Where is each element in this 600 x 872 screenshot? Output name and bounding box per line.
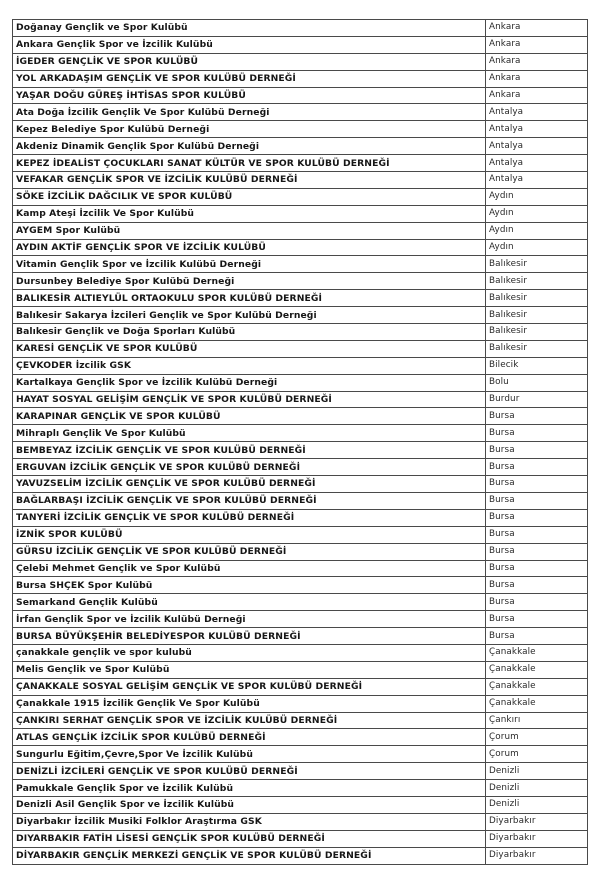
city-cell: Ankara (486, 20, 588, 37)
table-row (13, 577, 588, 594)
table-row (13, 644, 588, 661)
table-row (13, 611, 588, 628)
club-name-cell: DIYARBAKIR FATİH LİSESİ GENÇLİK SPOR KULÜBÜ DERNEĞİ (13, 830, 486, 847)
table-row (13, 830, 588, 847)
table-row (13, 813, 588, 830)
city-cell: Balıkesir (486, 307, 588, 324)
city-cell: Aydın (486, 188, 588, 205)
city-cell: Çorum (486, 746, 588, 763)
table-row (13, 560, 588, 577)
club-name-cell: Mihraplı Gençlik Ve Spor Kulübü (13, 425, 486, 442)
table-row (13, 340, 588, 357)
city-cell: Çanakkale (486, 644, 588, 661)
table-row (13, 188, 588, 205)
city-cell: Bolu (486, 374, 588, 391)
table-row (13, 796, 588, 813)
table-row (13, 628, 588, 645)
city-cell: Bursa (486, 611, 588, 628)
club-name-cell: ÇEVKODER İzcilik GSK (13, 357, 486, 374)
city-cell: Çanakkale (486, 695, 588, 712)
table-row (13, 763, 588, 780)
table-row (13, 36, 588, 53)
table-row (13, 138, 588, 155)
table-row (13, 374, 588, 391)
table-row (13, 222, 588, 239)
club-name-cell: İGEDER GENÇLİK VE SPOR KULÜBÜ (13, 53, 486, 70)
city-cell: Bursa (486, 425, 588, 442)
table-row (13, 509, 588, 526)
club-name-cell: Melis Gençlik ve Spor Kulübü (13, 661, 486, 678)
city-cell: Çanakkale (486, 678, 588, 695)
city-cell: Antalya (486, 104, 588, 121)
city-cell: Bursa (486, 628, 588, 645)
city-cell: Bursa (486, 492, 588, 509)
table-row (13, 678, 588, 695)
city-cell: Antalya (486, 138, 588, 155)
club-name-cell: AYGEM Spor Kulübü (13, 222, 486, 239)
table-row (13, 780, 588, 797)
club-name-cell: Denizli Asil Gençlik Spor ve İzcilik Kulübü (13, 796, 486, 813)
table-row (13, 155, 588, 172)
table-row (13, 121, 588, 138)
club-name-cell: Kepez Belediye Spor Kulübü Derneği (13, 121, 486, 138)
city-cell: Bursa (486, 543, 588, 560)
city-cell: Bursa (486, 577, 588, 594)
club-name-cell: HAYAT SOSYAL GELİŞİM GENÇLİK VE SPOR KULÜBÜ DERNEĞİ (13, 391, 486, 408)
table-row (13, 847, 588, 864)
club-name-cell: Balıkesir Gençlik ve Doğa Sporları Kulübü (13, 324, 486, 341)
table-row (13, 307, 588, 324)
club-name-cell: ÇANAKKALE SOSYAL GELİŞİM GENÇLİK VE SPOR KULÜBÜ DERNEĞİ (13, 678, 486, 695)
table-row (13, 442, 588, 459)
city-cell: Bursa (486, 476, 588, 493)
table-row (13, 104, 588, 121)
city-cell: Bursa (486, 509, 588, 526)
club-name-cell: YAŞAR DOĞU GÜREŞ İHTİSAS SPOR KULÜBÜ (13, 87, 486, 104)
city-cell: Antalya (486, 121, 588, 138)
club-name-cell: Balıkesir Sakarya İzcileri Gençlik ve Spor Kulübü Derneği (13, 307, 486, 324)
table-row (13, 290, 588, 307)
club-list-sheet (12, 19, 587, 865)
club-name-cell: AYDIN AKTİF GENÇLİK SPOR VE İZCİLİK KULÜBÜ (13, 239, 486, 256)
club-name-cell: Kartalkaya Gençlik Spor ve İzcilik Kulübü Derneği (13, 374, 486, 391)
table-row (13, 712, 588, 729)
table-row (13, 408, 588, 425)
club-name-cell: Çelebi Mehmet Gençlik ve Spor Kulübü (13, 560, 486, 577)
table-row (13, 695, 588, 712)
table-row (13, 729, 588, 746)
city-cell: Bursa (486, 594, 588, 611)
club-name-cell: Kamp Ateşi İzcilik Ve Spor Kulübü (13, 205, 486, 222)
city-cell: Denizli (486, 796, 588, 813)
club-name-cell: KEPEZ İDEALİST ÇOCUKLARI SANAT KÜLTÜR VE SPOR KULÜBÜ DERNEĞİ (13, 155, 486, 172)
table-row (13, 661, 588, 678)
club-name-cell: VEFAKAR GENÇLİK SPOR VE İZCİLİK KULÜBÜ DERNEĞİ (13, 172, 486, 189)
city-cell: Antalya (486, 172, 588, 189)
city-cell: Ankara (486, 70, 588, 87)
club-name-cell: TANYERİ İZCİLİK GENÇLİK VE SPOR KULÜBÜ DERNEĞİ (13, 509, 486, 526)
city-cell: Ankara (486, 53, 588, 70)
table-row (13, 239, 588, 256)
club-name-cell: KARESİ GENÇLİK VE SPOR KULÜBÜ (13, 340, 486, 357)
table-row (13, 273, 588, 290)
club-name-cell: BALIKESİR ALTIEYLÜL ORTAOKULU SPOR KULÜBÜ DERNEĞİ (13, 290, 486, 307)
city-cell: Aydın (486, 205, 588, 222)
club-name-cell: Doğanay Gençlik ve Spor Kulübü (13, 20, 486, 37)
club-name-cell: Ankara Gençlik Spor ve İzcilik Kulübü (13, 36, 486, 53)
club-name-cell: Çanakkale 1915 İzcilik Gençlik Ve Spor Kulübü (13, 695, 486, 712)
club-name-cell: Sungurlu Eğitim,Çevre,Spor Ve İzcilik Kulübü (13, 746, 486, 763)
club-name-cell: Dursunbey Belediye Spor Kulübü Derneği (13, 273, 486, 290)
city-cell: Çanakkale (486, 661, 588, 678)
city-cell: Bursa (486, 459, 588, 476)
club-table (12, 19, 588, 865)
club-name-cell: ATLAS GENÇLİK İZCİLİK SPOR KULÜBÜ DERNEĞİ (13, 729, 486, 746)
city-cell: Burdur (486, 391, 588, 408)
table-row (13, 172, 588, 189)
table-row (13, 70, 588, 87)
table-row (13, 594, 588, 611)
club-name-cell: Akdeniz Dinamik Gençlik Spor Kulübü Derneği (13, 138, 486, 155)
city-cell: Bursa (486, 442, 588, 459)
city-cell: Ankara (486, 36, 588, 53)
city-cell: Bursa (486, 560, 588, 577)
city-cell: Çankırı (486, 712, 588, 729)
club-name-cell: DİYARBAKIR GENÇLİK MERKEZİ GENÇLİK VE SPOR KULÜBÜ DERNEĞİ (13, 847, 486, 864)
table-row (13, 357, 588, 374)
city-cell: Bursa (486, 408, 588, 425)
club-name-cell: Ata Doğa İzcilik Gençlik Ve Spor Kulübü Derneği (13, 104, 486, 121)
club-name-cell: YOL ARKADAŞIM GENÇLİK VE SPOR KULÜBÜ DERNEĞİ (13, 70, 486, 87)
club-name-cell: ÇANKIRI SERHAT GENÇLİK SPOR VE İZCİLİK KULÜBÜ DERNEĞİ (13, 712, 486, 729)
club-name-cell: BURSA BÜYÜKŞEHİR BELEDİYESPOR KULÜBÜ DERNEĞİ (13, 628, 486, 645)
city-cell: Diyarbakır (486, 813, 588, 830)
table-row (13, 459, 588, 476)
table-row (13, 492, 588, 509)
city-cell: Bursa (486, 526, 588, 543)
club-name-cell: KARAPINAR GENÇLİK VE SPOR KULÜBÜ (13, 408, 486, 425)
city-cell: Denizli (486, 763, 588, 780)
table-row (13, 425, 588, 442)
club-name-cell: BAĞLARBAŞI İZCİLİK GENÇLİK VE SPOR KULÜBÜ DERNEĞİ (13, 492, 486, 509)
city-cell: Antalya (486, 155, 588, 172)
club-name-cell: Diyarbakır İzcilik Musiki Folklor Araştırma GSK (13, 813, 486, 830)
club-name-cell: çanakkale gençlik ve spor kulubü (13, 644, 486, 661)
city-cell: Balıkesir (486, 273, 588, 290)
city-cell: Aydın (486, 239, 588, 256)
club-name-cell: Bursa SHÇEK Spor Kulübü (13, 577, 486, 594)
club-name-cell: SÖKE İZCİLİK DAĞCILIK VE SPOR KULÜBÜ (13, 188, 486, 205)
city-cell: Ankara (486, 87, 588, 104)
club-name-cell: BEMBEYAZ İZCİLİK GENÇLİK VE SPOR KULÜBÜ DERNEĞİ (13, 442, 486, 459)
city-cell: Balıkesir (486, 290, 588, 307)
club-name-cell: Pamukkale Gençlik Spor ve İzcilik Kulübü (13, 780, 486, 797)
city-cell: Aydın (486, 222, 588, 239)
table-row (13, 526, 588, 543)
table-row (13, 391, 588, 408)
table-row (13, 746, 588, 763)
table-row (13, 324, 588, 341)
table-row (13, 20, 588, 37)
city-cell: Diyarbakır (486, 830, 588, 847)
city-cell: Diyarbakır (486, 847, 588, 864)
table-row (13, 476, 588, 493)
city-cell: Balıkesir (486, 324, 588, 341)
club-name-cell: İZNİK SPOR KULÜBÜ (13, 526, 486, 543)
table-row (13, 256, 588, 273)
table-row (13, 543, 588, 560)
club-name-cell: Semarkand Gençlik Kulübü (13, 594, 486, 611)
table-row (13, 53, 588, 70)
club-table-body (13, 20, 588, 865)
city-cell: Bilecik (486, 357, 588, 374)
table-row (13, 205, 588, 222)
club-name-cell: DENİZLİ İZCİLERİ GENÇLİK VE SPOR KULÜBÜ DERNEĞİ (13, 763, 486, 780)
club-name-cell: GÜRSU İZCİLİK GENÇLİK VE SPOR KULÜBÜ DERNEĞİ (13, 543, 486, 560)
club-name-cell: YAVUZSELİM İZCİLİK GENÇLİK VE SPOR KULÜBÜ DERNEĞİ (13, 476, 486, 493)
city-cell: Balıkesir (486, 340, 588, 357)
club-name-cell: ERGUVAN İZCİLİK GENÇLİK VE SPOR KULÜBÜ DERNEĞİ (13, 459, 486, 476)
city-cell: Çorum (486, 729, 588, 746)
table-row (13, 87, 588, 104)
club-name-cell: İrfan Gençlik Spor ve İzcilik Kulübü Derneği (13, 611, 486, 628)
city-cell: Balıkesir (486, 256, 588, 273)
city-cell: Denizli (486, 780, 588, 797)
club-name-cell: Vitamin Gençlik Spor ve İzcilik Kulübü Derneği (13, 256, 486, 273)
